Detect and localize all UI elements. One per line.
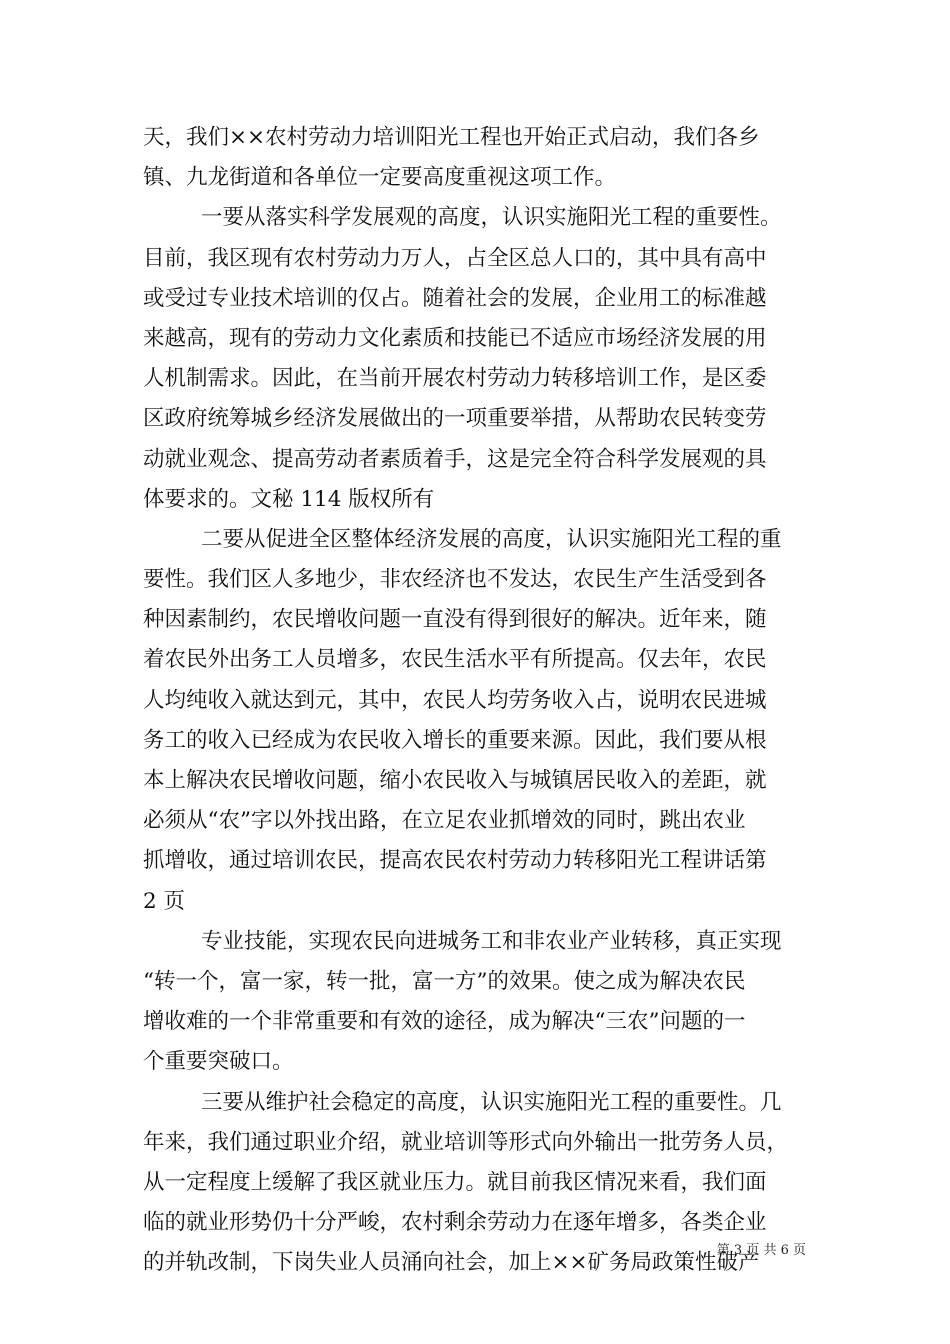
text-line: 抓增收，通过培训农民，提高农民农村劳动力转移阳光工程讲话第 xyxy=(143,848,767,874)
text-line: 增收难的一个非常重要和有效的途径，成为解决“三农”问题的一 xyxy=(143,1009,746,1035)
text-line: 体要求的。文秘 114 版权所有 xyxy=(143,486,435,512)
paragraph-first-line: 专业技能，实现农民向进城务工和非农业产业转移，真正实现 xyxy=(201,928,782,954)
text-line: 人均纯收入就达到元，其中，农民人均劳务收入占，说明农民进城 xyxy=(143,687,767,713)
paragraph-first-line: 一要从落实科学发展观的高度，认识实施阳光工程的重要性。 xyxy=(201,205,782,231)
text-line: 动就业观念、提高劳动者素质着手，这是完全符合科学发展观的具 xyxy=(143,446,767,472)
text-line: 天，我们××农村劳动力培训阳光工程也开始正式启动，我们各乡 xyxy=(143,125,760,150)
text-line: 或受过专业技术培训的仅占。随着社会的发展，企业用工的标准越 xyxy=(143,285,767,311)
text-line: 务工的收入已经成为农民收入增长的重要来源。因此，我们要从根 xyxy=(143,727,767,753)
text-line: 2 页 xyxy=(143,888,186,914)
page-number-footer: 第 3 页 共 6 页 xyxy=(716,1243,806,1258)
document-body xyxy=(143,118,811,1283)
paragraph-first-line: 三要从维护社会稳定的高度，认识实施阳光工程的重要性。几 xyxy=(201,1089,782,1115)
text-line: 镇、九龙街道和各单位一定要高度重视这项工作。 xyxy=(143,165,617,191)
text-line: 必须从“农”字以外找出路，在立足农业抓增效的同时，跳出农业 xyxy=(143,808,746,834)
text-line: 要性。我们区人多地少，非农经济也不发达，农民生产生活受到各 xyxy=(143,567,767,593)
text-line: 的并轨改制，下岗失业人员涌向社会，加上××矿务局政策性破产 xyxy=(143,1250,760,1276)
text-line: 临的就业形势仍十分严峻，农村剩余劳动力在逐年增多，各类企业 xyxy=(143,1210,767,1236)
text-line: 本上解决农民增收问题，缩小农民收入与城镇居民收入的差距，就 xyxy=(143,768,767,793)
text-line: 种因素制约，农民增收问题一直没有得到很好的解决。近年来，随 xyxy=(143,607,767,633)
text-line: 目前，我区现有农村劳动力万人，占全区总人口的，其中具有高中 xyxy=(143,245,767,271)
text-line: 来越高，现有的劳动力文化素质和技能已不适应市场经济发展的用 xyxy=(143,325,767,351)
text-line: “转一个，富一家，转一批，富一方”的效果。使之成为解决农民 xyxy=(143,968,746,994)
text-line: 区政府统筹城乡经济发展做出的一项重要举措，从帮助农民转变劳 xyxy=(143,406,767,432)
text-line: 着农民外出务工人员增多，农民生活水平有所提高。仅去年，农民 xyxy=(143,647,767,673)
text-line: 年来，我们通过职业介绍，就业培训等形式向外输出一批劳务人员， xyxy=(143,1129,789,1155)
text-line: 从一定程度上缓解了我区就业压力。就目前我区情况来看，我们面 xyxy=(143,1169,767,1195)
text-line: 人机制需求。因此，在当前开展农村劳动力转移培训工作，是区委 xyxy=(143,366,767,392)
text-line: 个重要突破口。 xyxy=(143,1049,294,1075)
paragraph-first-line: 二要从促进全区整体经济发展的高度，认识实施阳光工程的重 xyxy=(201,526,782,552)
